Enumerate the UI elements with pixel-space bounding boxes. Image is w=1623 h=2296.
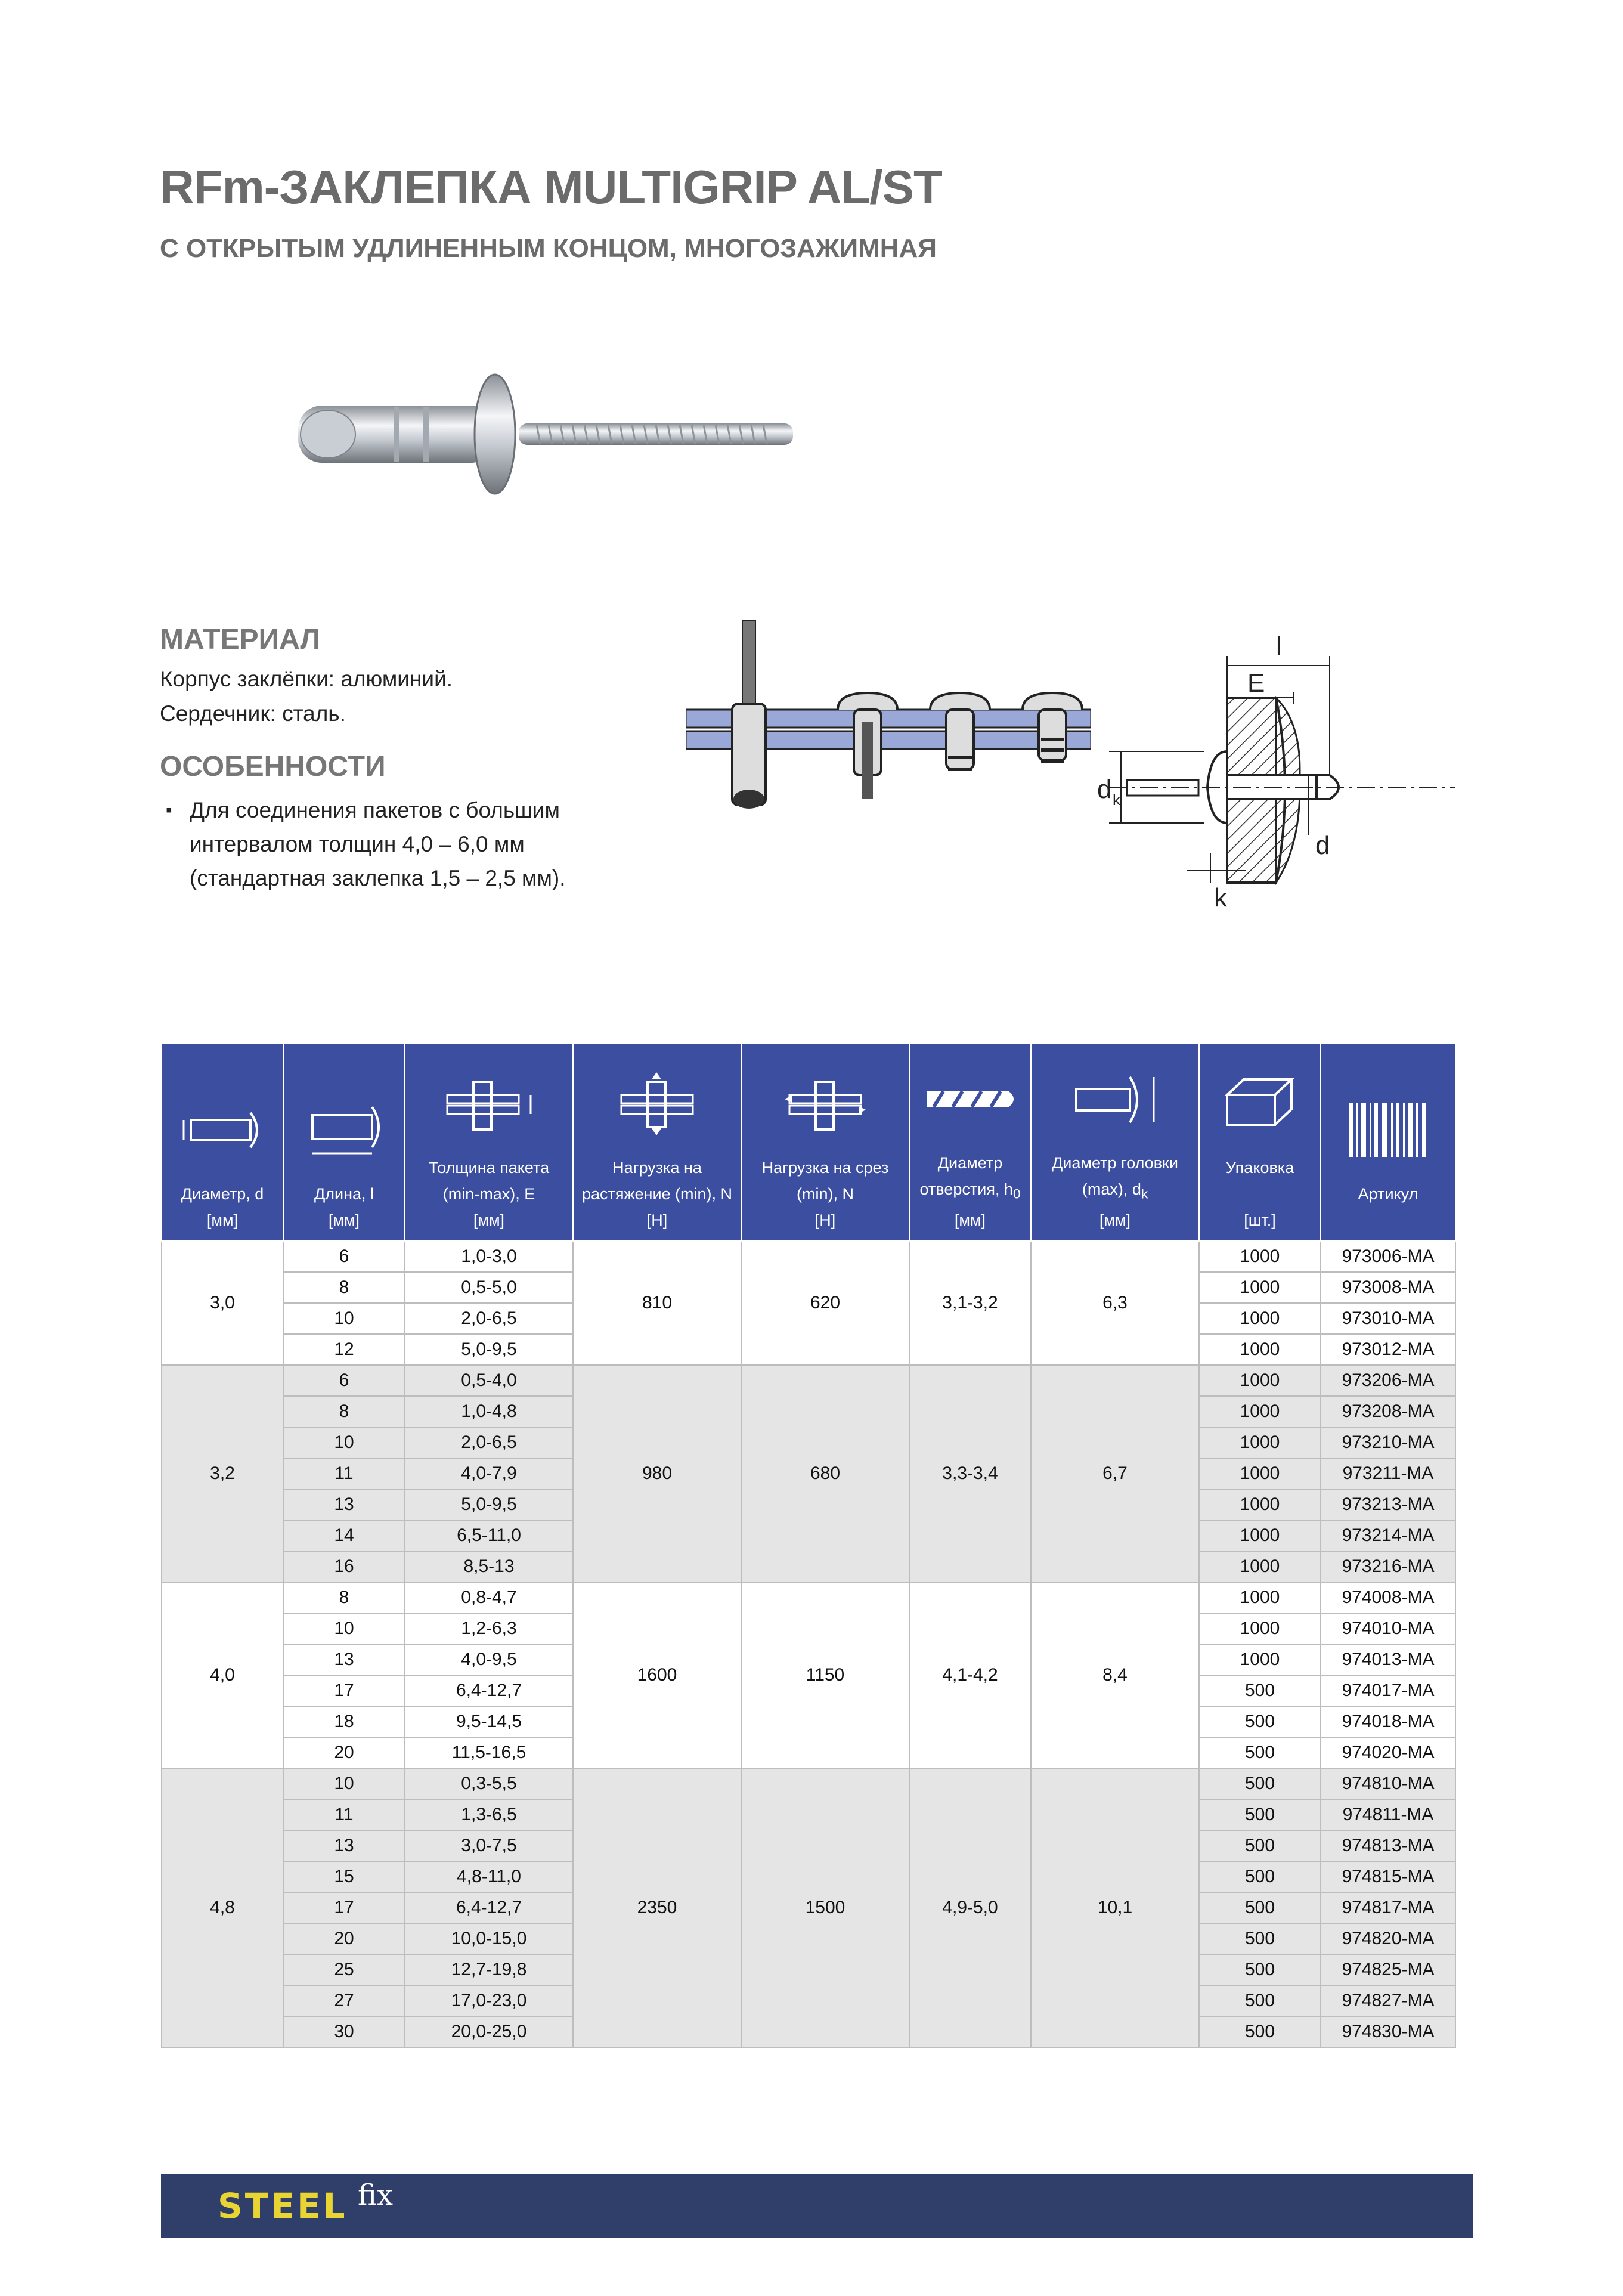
- package-icon: [1215, 1071, 1305, 1137]
- cell-package: 500: [1199, 1768, 1321, 1799]
- cell-sku: 974825-MA: [1321, 1954, 1455, 1985]
- cell-grip: 1,3-6,5: [405, 1799, 573, 1830]
- cell-grip: 6,4-12,7: [405, 1675, 573, 1706]
- cell-head: 8,4: [1031, 1582, 1199, 1768]
- cell-length: 8: [283, 1396, 405, 1427]
- col-header-length: [283, 1043, 405, 1241]
- spec-table: [161, 1042, 1456, 2048]
- cell-package: 1000: [1199, 1613, 1321, 1644]
- table-row: [162, 1365, 1455, 1396]
- dim-l-label: l: [1276, 632, 1282, 661]
- cell-package: 500: [1199, 1892, 1321, 1923]
- cell-package: 1000: [1199, 1303, 1321, 1334]
- cell-sku: 973211-MA: [1321, 1458, 1455, 1489]
- cell-grip: 10,0-15,0: [405, 1923, 573, 1954]
- cell-shear: 680: [741, 1365, 909, 1582]
- cell-package: 500: [1199, 1830, 1321, 1861]
- cell-grip: 5,0-9,5: [405, 1334, 573, 1365]
- cell-length: 13: [283, 1644, 405, 1675]
- cell-package: 1000: [1199, 1582, 1321, 1613]
- cell-length: 18: [283, 1706, 405, 1737]
- cell-package: 1000: [1199, 1644, 1321, 1675]
- cell-length: 16: [283, 1551, 405, 1582]
- material-core-line: Сердечник: сталь.: [160, 701, 346, 726]
- cell-sku: 974813-MA: [1321, 1830, 1455, 1861]
- cell-sku: 974827-MA: [1321, 1985, 1455, 2016]
- col-label-grip: Толщина пакета (min-max), E: [428, 1159, 550, 1203]
- cell-grip: 20,0-25,0: [405, 2016, 573, 2047]
- cell-grip: 1,0-3,0: [405, 1241, 573, 1272]
- col-header-hole: [909, 1043, 1031, 1241]
- cell-shear: 1500: [741, 1768, 909, 2047]
- cell-length: 10: [283, 1613, 405, 1644]
- feature-item: [160, 793, 625, 895]
- col-label-sku: Артикул: [1358, 1185, 1418, 1203]
- cell-length: 30: [283, 2016, 405, 2047]
- cell-length: 12: [283, 1334, 405, 1365]
- cell-grip: 2,0-6,5: [405, 1303, 573, 1334]
- material-body-line: Корпус заклёпки: алюминий.: [160, 667, 453, 691]
- cell-package: 500: [1199, 1923, 1321, 1954]
- cell-package: 500: [1199, 1737, 1321, 1768]
- col-label-shear: Нагрузка на срез (min), N: [761, 1159, 889, 1203]
- cell-package: 500: [1199, 1954, 1321, 1985]
- cell-sku: 973012-MA: [1321, 1334, 1455, 1365]
- col-label-tensile: Нагрузка на растяжение (min), N: [581, 1159, 733, 1203]
- cell-grip: 1,0-4,8: [405, 1396, 573, 1427]
- cell-package: 1000: [1199, 1334, 1321, 1365]
- cell-length: 10: [283, 1427, 405, 1458]
- cell-grip: 9,5-14,5: [405, 1706, 573, 1737]
- col-label-package: Упаковка: [1225, 1159, 1294, 1177]
- col-unit-hole: [мм]: [954, 1211, 986, 1229]
- cell-length: 8: [283, 1582, 405, 1613]
- cell-sku: 974018-MA: [1321, 1706, 1455, 1737]
- dim-dk-subscript: k: [1113, 791, 1120, 809]
- col-header-diameter: [162, 1043, 283, 1241]
- tensile-load-icon: [609, 1071, 705, 1137]
- cell-grip: 6,5-11,0: [405, 1520, 573, 1551]
- col-header-tensile: [573, 1043, 741, 1241]
- table-row: [162, 1768, 1455, 1799]
- logo-steel-text: STEEL: [218, 2186, 348, 2226]
- cell-sku: 973216-MA: [1321, 1551, 1455, 1582]
- page-subtitle: С ОТКРЫТЫМ УДЛИНЕННЫМ КОНЦОМ, МНОГОЗАЖИМНАЯ: [160, 234, 937, 263]
- cell-tensile: 1600: [573, 1582, 741, 1768]
- cell-hole: 4,1-4,2: [909, 1582, 1031, 1768]
- cell-diameter: 3,2: [162, 1365, 283, 1582]
- cell-tensile: 980: [573, 1365, 741, 1582]
- cell-grip: 0,3-5,5: [405, 1768, 573, 1799]
- bullet-icon: ▪: [166, 800, 172, 820]
- cell-sku: 973214-MA: [1321, 1520, 1455, 1551]
- cell-hole: 4,9-5,0: [909, 1768, 1031, 2047]
- cell-grip: 11,5-16,5: [405, 1737, 573, 1768]
- setting-stages-diagram: [686, 620, 1091, 823]
- cell-length: 13: [283, 1489, 405, 1520]
- cell-length: 13: [283, 1830, 405, 1861]
- cell-shear: 620: [741, 1241, 909, 1365]
- cell-package: 1000: [1199, 1272, 1321, 1303]
- cell-length: 15: [283, 1861, 405, 1892]
- col-unit-tensile: [Н]: [646, 1211, 668, 1229]
- cell-length: 27: [283, 1985, 405, 2016]
- col-header-package: [1199, 1043, 1321, 1241]
- cell-grip: 5,0-9,5: [405, 1489, 573, 1520]
- col-label-hole-sub: 0: [1012, 1186, 1021, 1201]
- cell-package: 500: [1199, 1861, 1321, 1892]
- grip-range-icon: [435, 1071, 543, 1137]
- cell-sku: 974008-MA: [1321, 1582, 1455, 1613]
- table-body: [162, 1241, 1455, 2047]
- cell-grip: 12,7-19,8: [405, 1954, 573, 1985]
- col-header-grip: [405, 1043, 573, 1241]
- cell-package: 1000: [1199, 1458, 1321, 1489]
- cell-sku: 974815-MA: [1321, 1861, 1455, 1892]
- cell-sku: 974820-MA: [1321, 1923, 1455, 1954]
- cell-sku: 973006-MA: [1321, 1241, 1455, 1272]
- cell-sku: 974810-MA: [1321, 1768, 1455, 1799]
- cell-package: 500: [1199, 1799, 1321, 1830]
- footer-bar: [161, 2174, 1473, 2238]
- cell-length: 17: [283, 1675, 405, 1706]
- features-heading: ОСОБЕННОСТИ: [160, 751, 386, 782]
- cell-sku: 974811-MA: [1321, 1799, 1455, 1830]
- col-unit-head: [мм]: [1099, 1211, 1131, 1229]
- cell-head: 6,3: [1031, 1241, 1199, 1365]
- cell-sku: 973213-MA: [1321, 1489, 1455, 1520]
- page-title: RFm-ЗАКЛЕПКА MULTIGRIP AL/ST: [160, 160, 942, 213]
- col-label-length: Длина, l: [314, 1185, 374, 1203]
- cell-grip: 4,0-7,9: [405, 1458, 573, 1489]
- cell-length: 10: [283, 1303, 405, 1334]
- col-unit-shear: [Н]: [814, 1211, 836, 1229]
- cell-diameter: 4,0: [162, 1582, 283, 1768]
- col-unit-package: [шт.]: [1244, 1211, 1276, 1229]
- cell-package: 500: [1199, 1675, 1321, 1706]
- cell-sku: 974017-MA: [1321, 1675, 1455, 1706]
- cell-head: 10,1: [1031, 1768, 1199, 2047]
- dimension-drawing: [1097, 632, 1467, 930]
- cell-grip: 0,5-5,0: [405, 1272, 573, 1303]
- cell-shear: 1150: [741, 1582, 909, 1768]
- rivet-photo: [280, 370, 805, 501]
- cell-grip: 3,0-7,5: [405, 1830, 573, 1861]
- barcode-icon: [1343, 1097, 1433, 1163]
- head-diameter-icon: [1064, 1066, 1166, 1132]
- cell-hole: 3,1-3,2: [909, 1241, 1031, 1365]
- feature-text: Для соединения пакетов с большим интервалом толщин 4,0 – 6,0 мм (стандартная заклепка 1,5 – 2,5 мм).: [190, 798, 566, 890]
- table-row: [162, 1582, 1455, 1613]
- cell-length: 20: [283, 1737, 405, 1768]
- cell-package: 500: [1199, 1985, 1321, 2016]
- cell-package: 500: [1199, 2016, 1321, 2047]
- cell-length: 8: [283, 1272, 405, 1303]
- cell-length: 6: [283, 1365, 405, 1396]
- cell-length: 20: [283, 1923, 405, 1954]
- cell-diameter: 3,0: [162, 1241, 283, 1365]
- col-header-head: [1031, 1043, 1199, 1241]
- cell-package: 500: [1199, 1706, 1321, 1737]
- cell-package: 1000: [1199, 1365, 1321, 1396]
- cell-sku: 974830-MA: [1321, 2016, 1455, 2047]
- cell-sku: 973208-MA: [1321, 1396, 1455, 1427]
- col-label-head: Диаметр головки (max), d: [1052, 1153, 1178, 1198]
- rivet-length-icon: [299, 1097, 389, 1163]
- material-heading: МАТЕРИАЛ: [160, 624, 321, 655]
- cell-grip: 4,8-11,0: [405, 1861, 573, 1892]
- cell-length: 10: [283, 1768, 405, 1799]
- col-label-hole: Диаметр отверстия, h: [919, 1153, 1013, 1198]
- table-row: [162, 1241, 1455, 1272]
- cell-package: 1000: [1199, 1241, 1321, 1272]
- cell-package: 1000: [1199, 1520, 1321, 1551]
- cell-package: 1000: [1199, 1489, 1321, 1520]
- cell-length: 6: [283, 1241, 405, 1272]
- cell-package: 1000: [1199, 1551, 1321, 1582]
- cell-package: 1000: [1199, 1396, 1321, 1427]
- cell-sku: 974010-MA: [1321, 1613, 1455, 1644]
- rivet-diameter-icon: [178, 1097, 267, 1163]
- cell-length: 11: [283, 1799, 405, 1830]
- logo-fix-text: fix: [358, 2179, 394, 2212]
- cell-grip: 8,5-13: [405, 1551, 573, 1582]
- cell-length: 17: [283, 1892, 405, 1923]
- col-header-sku: [1321, 1043, 1455, 1241]
- cell-sku: 974020-MA: [1321, 1737, 1455, 1768]
- cell-grip: 0,8-4,7: [405, 1582, 573, 1613]
- dim-dk-label: d: [1097, 775, 1112, 804]
- cell-sku: 973210-MA: [1321, 1427, 1455, 1458]
- cell-tensile: 810: [573, 1241, 741, 1365]
- drill-icon: [919, 1066, 1021, 1132]
- cell-sku: 973008-MA: [1321, 1272, 1455, 1303]
- cell-grip: 4,0-9,5: [405, 1644, 573, 1675]
- cell-grip: 17,0-23,0: [405, 1985, 573, 2016]
- cell-grip: 6,4-12,7: [405, 1892, 573, 1923]
- shear-load-icon: [778, 1071, 873, 1137]
- col-header-shear: [741, 1043, 909, 1241]
- cell-tensile: 2350: [573, 1768, 741, 2047]
- cell-length: 25: [283, 1954, 405, 1985]
- dim-d-label: d: [1315, 831, 1330, 860]
- table-header-row: [162, 1043, 1455, 1241]
- cell-diameter: 4,8: [162, 1768, 283, 2047]
- cell-sku: 974817-MA: [1321, 1892, 1455, 1923]
- col-unit-grip: [мм]: [473, 1211, 505, 1229]
- col-label-head-sub: k: [1141, 1186, 1148, 1201]
- cell-grip: 2,0-6,5: [405, 1427, 573, 1458]
- cell-length: 11: [283, 1458, 405, 1489]
- cell-sku: 973010-MA: [1321, 1303, 1455, 1334]
- cell-length: 14: [283, 1520, 405, 1551]
- cell-sku: 973206-MA: [1321, 1365, 1455, 1396]
- col-label-diameter: Диаметр, d: [181, 1185, 264, 1203]
- cell-sku: 974013-MA: [1321, 1644, 1455, 1675]
- dim-E-label: E: [1247, 669, 1265, 698]
- cell-package: 1000: [1199, 1427, 1321, 1458]
- col-unit-length: [мм]: [328, 1211, 360, 1229]
- cell-grip: 0,5-4,0: [405, 1365, 573, 1396]
- col-unit-diameter: [мм]: [206, 1211, 239, 1229]
- dim-k-label: k: [1214, 883, 1227, 912]
- cell-head: 6,7: [1031, 1365, 1199, 1582]
- cell-hole: 3,3-3,4: [909, 1365, 1031, 1582]
- cell-grip: 1,2-6,3: [405, 1613, 573, 1644]
